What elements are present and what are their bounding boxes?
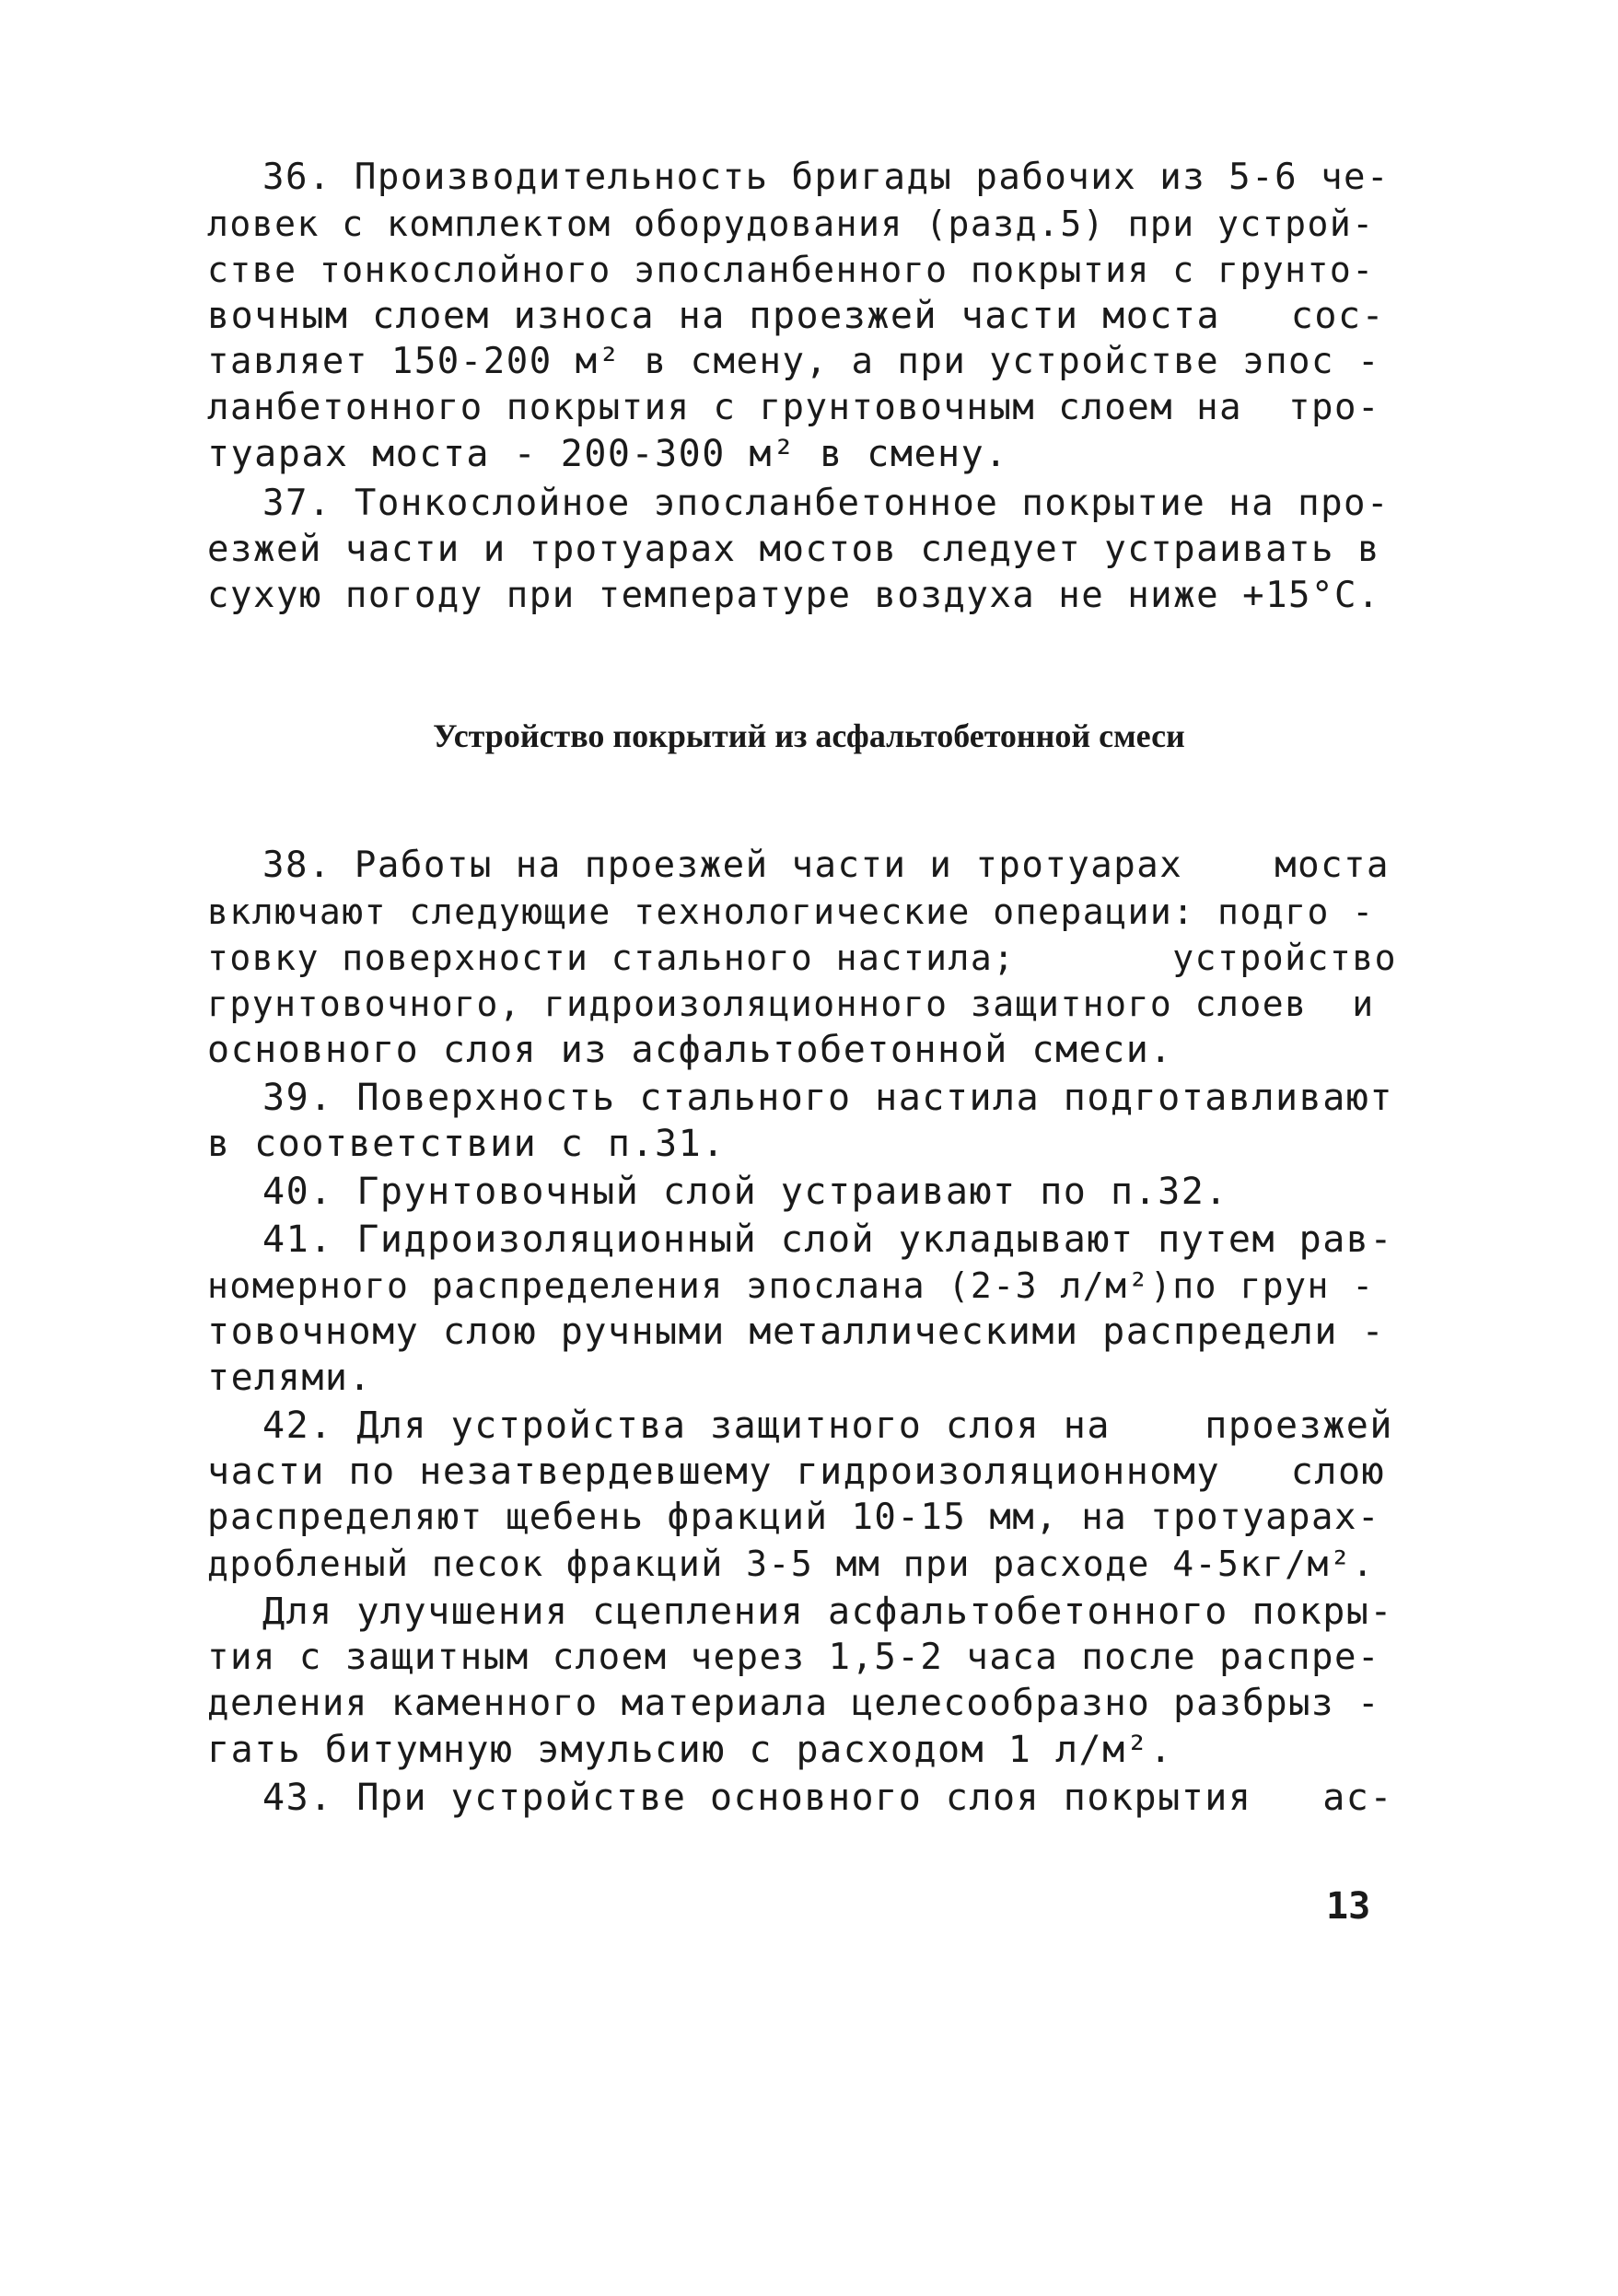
text-line: 43. При устройстве основного слоя покрытия ас- xyxy=(262,1777,1393,1819)
text-line: тия с защитным слоем через 1,5-2 часа после распре- xyxy=(207,1637,1380,1678)
page-number: 13 xyxy=(1326,1885,1371,1928)
text-line: грунтовочного, гидроизоляционного защитного слоев и xyxy=(207,984,1375,1024)
text-line: 37. Тонкослойное эпосланбетонное покрытие на про- xyxy=(262,483,1391,524)
text-line: деления каменного материала целесообразно разбрыз - xyxy=(207,1683,1380,1724)
text-line: 38. Работы на проезжей части и тротуарах моста xyxy=(262,845,1391,886)
text-line: Для улучшения сцепления асфальтобетонного покры- xyxy=(262,1591,1393,1633)
text-line: товку поверхности стального настила; устройство xyxy=(207,938,1398,978)
text-line: 36. Производительность бригады рабочих из 5-6 че- xyxy=(262,157,1391,198)
text-line: сухую погоду при температуре воздуха не ниже +15°С. xyxy=(207,575,1380,616)
text-line: основного слоя из асфальтобетонной смеси. xyxy=(207,1029,1173,1071)
text-line: дробленый песок фракций 3-5 мм при расходе 4-5кг/м². xyxy=(207,1544,1375,1584)
text-line: вочным слоем износа на проезжей части моста сос- xyxy=(207,295,1386,337)
text-line: части по незатвердевшему гидроизоляционному слою xyxy=(207,1451,1386,1493)
text-line: включают следующие технологические операции: подго - xyxy=(207,892,1375,932)
text-line: 40. Грунтовочный слой устраивают по п.32. xyxy=(262,1171,1228,1213)
text-line: стве тонкослойного эпосланбенного покрытия с грунто- xyxy=(207,250,1375,290)
text-line: товочному слою ручными металлическими распредели - xyxy=(207,1311,1386,1353)
text-line: 41. Гидроизоляционный слой укладывают путем рав- xyxy=(262,1218,1393,1261)
text-line: ланбетонного покрытия с грунтовочным слоем на тро- xyxy=(207,387,1380,428)
text-line: туарах моста - 200-300 м² в смену. xyxy=(207,433,1008,475)
text-line: распределяют щебень фракций 10-15 мм, на тротуарах- xyxy=(207,1497,1380,1538)
section-heading: Устройство покрытий из асфальтобетонной смеси xyxy=(433,717,1185,754)
text-line: номерного распределения эпослана (2-3 л/м²)по грун - xyxy=(207,1265,1375,1306)
text-line: в соответствии с п.31. xyxy=(207,1123,726,1165)
text-line: тавляет 150-200 м² в смену, а при устройстве эпос - xyxy=(207,341,1380,382)
text-line: 42. Для устройства защитного слоя на проезжей xyxy=(262,1404,1393,1447)
text-line: гать битумную эмульсию с расходом 1 л/м². xyxy=(207,1729,1173,1771)
text-line: ловек с комплектом оборудования (разд.5) при устрой- xyxy=(207,204,1375,244)
text-line: 39. Поверхность стального настила подготавливают xyxy=(262,1077,1393,1119)
text-line: телями. xyxy=(207,1357,373,1399)
text-line: езжей части и тротуарах мостов следует устраивать в xyxy=(207,529,1380,570)
